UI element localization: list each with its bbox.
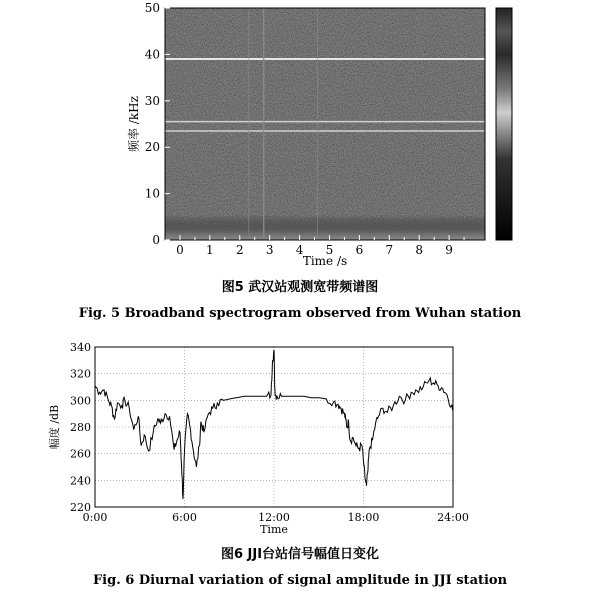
line-chart-x-tick-label: 18:00 [347, 511, 380, 524]
line-chart-x-tick-label: 12:00 [258, 511, 290, 524]
spectrogram-y-tick-label: 0 [152, 233, 160, 247]
colorbar-gradient [496, 8, 512, 240]
line-chart-y-tick-label: 260 [70, 447, 91, 461]
spectrogram-x-tick-label: 3 [265, 243, 274, 257]
figure-5-caption-en: Fig. 5 Broadband spectrogram observed from Wuhan station [78, 306, 522, 321]
line-chart-y-label: 幅度 /dB [48, 404, 61, 450]
spectrogram-x-tick-label: 2 [235, 243, 244, 257]
spectrogram-x-tick-label: 7 [385, 243, 394, 257]
spectrogram-x-tick-label: 1 [206, 243, 214, 257]
spectrogram-x-label: Time /s [302, 254, 348, 268]
line-chart-y-ticks [70, 341, 91, 514]
line-chart-y-tick-label: 300 [70, 394, 91, 408]
figure-6-caption-en: Fig. 6 Diurnal variation of signal amplitude in JJI station [92, 573, 508, 588]
line-chart-x-label: Time [260, 523, 288, 536]
line-chart-y-tick-label: 220 [70, 501, 91, 514]
spectrogram-y-tick-label: 20 [144, 140, 160, 155]
line-chart-y-tick-label: 240 [70, 474, 91, 488]
line-chart-x-tick-label: 24:00 [437, 511, 469, 524]
line-chart-x-tick-label: 0:00 [82, 511, 108, 524]
spectrogram-y-tick-label: 10 [144, 186, 160, 201]
spectrogram-x-tick-label: 8 [415, 243, 424, 257]
spectrogram-colorbar [496, 8, 512, 240]
figure-6-line-chart [0, 340, 600, 540]
spectrogram-x-tick-label: 4 [295, 243, 304, 257]
line-chart-y-tick-label: 280 [70, 421, 91, 434]
spectrogram-x-tick-label: 5 [325, 243, 334, 257]
spectrogram-low-band [165, 215, 485, 240]
spectrogram-y-label: 频率 /kHz [127, 96, 141, 152]
spectrogram-y-tick-label: 30 [144, 93, 160, 108]
spectrogram-y-tick-label: 40 [144, 47, 160, 62]
spectrogram-y-tick-label: 50 [144, 1, 160, 15]
line-chart-y-tick-label: 320 [70, 367, 91, 381]
figure-5-caption-cn: 图5 武汉站观测宽带频谱图 [221, 280, 379, 295]
line-chart-y-tick-label: 340 [70, 341, 91, 354]
spectrogram-noise [165, 8, 485, 240]
figure-6-caption-cn: 图6 JJI台站信号幅值日变化 [220, 547, 380, 562]
spectrogram-x-tick-label: 0 [176, 243, 184, 257]
spectrogram-x-tick-label: 9 [445, 243, 453, 257]
line-chart-x-tick-label: 6:00 [172, 511, 197, 524]
spectrogram-plot-area [165, 8, 485, 240]
spectrogram-x-tick-label: 6 [355, 243, 364, 257]
